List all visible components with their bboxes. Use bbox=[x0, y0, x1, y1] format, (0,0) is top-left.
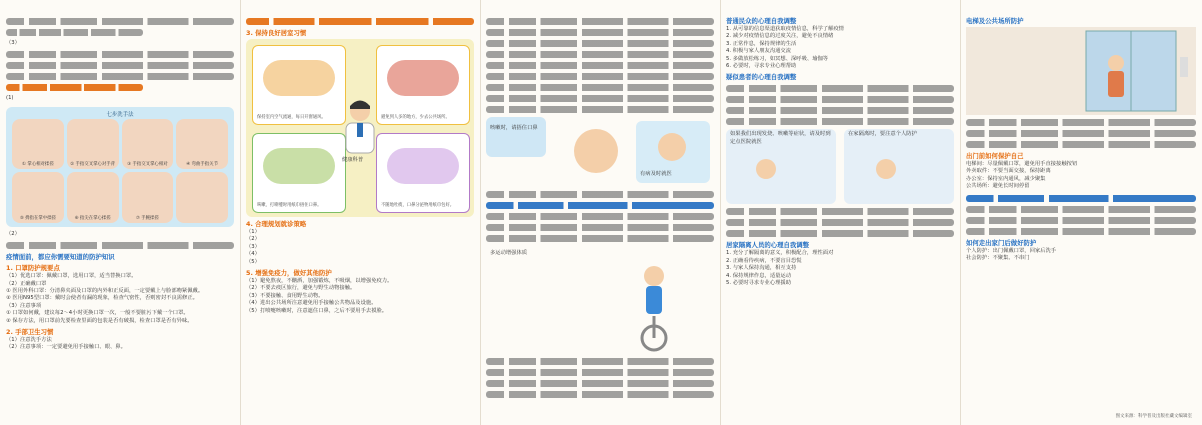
habit-card bbox=[252, 133, 346, 213]
tibetan-text-line bbox=[966, 217, 1196, 224]
section-heading: 疑似患者的心理自我调整 bbox=[726, 73, 797, 82]
section-heading: 电梯及公共场所防护 bbox=[966, 17, 1024, 25]
panel-3 bbox=[480, 0, 720, 425]
tibetan-text-line bbox=[726, 107, 954, 114]
list-item: 个人防护：出门佩戴口罩，回家后洗手 bbox=[966, 247, 1057, 254]
habit-card bbox=[376, 133, 470, 213]
exercise-caption: 多运动增强体质 bbox=[490, 250, 528, 256]
tibetan-subheading bbox=[6, 84, 143, 91]
tibetan-text-line bbox=[726, 85, 954, 92]
list-item: （2）正确戴口罩 bbox=[6, 280, 47, 287]
hand-step bbox=[176, 172, 228, 223]
hand-step: ③ 手指交叉掌心相对 bbox=[122, 119, 174, 170]
hand-step: ⑥ 指尖在掌心揉搓 bbox=[67, 172, 119, 223]
tibetan-text-line bbox=[486, 224, 714, 231]
tibetan-text-line bbox=[486, 213, 714, 220]
doctor-visit-caption: 有病及时就医 bbox=[640, 171, 672, 177]
tibetan-text-line bbox=[486, 369, 714, 376]
subsection-title: 4. 合理规划就诊策略 bbox=[246, 220, 307, 228]
list-item: 4. 积极与家人朋友沟通交流 bbox=[726, 48, 792, 55]
tibetan-text-line bbox=[726, 96, 954, 103]
list-item: 1. 从可靠的信息渠道获取疫情信息，科学了解疫情 bbox=[726, 26, 844, 32]
elevator-illustration bbox=[966, 27, 1196, 115]
tibetan-text-line bbox=[966, 228, 1196, 235]
tibetan-text-line bbox=[6, 51, 234, 58]
tibetan-text-line bbox=[966, 206, 1196, 213]
list-item: （4）进出公共场所注意避免用手接触公共物品及设施。 bbox=[246, 300, 377, 307]
tibetan-heading bbox=[486, 202, 714, 209]
item-label: (1) bbox=[6, 95, 14, 102]
tibetan-text-line bbox=[486, 51, 714, 58]
tibetan-text-line bbox=[966, 119, 1196, 126]
doctor-illustration bbox=[338, 97, 382, 157]
list-item: （3） bbox=[246, 243, 260, 250]
subsection-title: 5. 增强免疫力，做好其他防护 bbox=[246, 269, 332, 278]
list-item: （5）打喷嚏咳嗽时，注意遮住口鼻，之后不要用手去摸脸。 bbox=[246, 307, 388, 314]
list-item: 公共场所：避免长时间停留 bbox=[966, 183, 1030, 190]
list-item: （2）不要去疫区旅行，避免与野生动物接触。 bbox=[246, 285, 356, 292]
tibetan-text-line bbox=[966, 130, 1196, 137]
list-item: （3）注意事项 bbox=[6, 302, 42, 309]
hand-wash-illustration bbox=[6, 107, 234, 227]
tibetan-text-line bbox=[486, 380, 714, 387]
list-item: 1. 充分了解隔离的意义，积极配合，理性面对 bbox=[726, 250, 834, 257]
list-item: （3）不要接触、食用野生动物。 bbox=[246, 292, 324, 299]
list-item: 6. 必要时，寻求专业心理帮助 bbox=[726, 63, 797, 70]
habit-card-label: 保持室内空气流通，每日开窗通风。 bbox=[257, 115, 326, 121]
tibetan-text-line bbox=[726, 219, 954, 226]
habit-card-label: 避免到人多的地方，少去公共场所。 bbox=[381, 115, 450, 121]
tibetan-text-line bbox=[486, 84, 714, 91]
subsection-title: 1. 口罩防护规要点 bbox=[6, 264, 60, 273]
list-item: （1） bbox=[246, 229, 260, 235]
section-heading: 3. 保持良好居室习惯 bbox=[246, 29, 307, 37]
habit-card bbox=[376, 45, 470, 125]
group-people-icon bbox=[263, 148, 335, 184]
hand-step: ④ 弯曲手指关节 bbox=[176, 119, 228, 170]
list-item: 2. 正确看待疾病，不要盲目恐慌 bbox=[726, 257, 802, 264]
cough-caption: 咳嗽时，请捂住口鼻 bbox=[490, 125, 538, 131]
food-bowl-icon bbox=[263, 60, 335, 96]
list-item: 社会防护：不聚集、不串门 bbox=[966, 255, 1030, 262]
source-credit: 图文来源：科学普及出版社藏文编辑室 bbox=[1115, 414, 1192, 419]
section-heading: 居家隔离人员的心理自我调整 bbox=[726, 241, 810, 250]
list-item: （4） bbox=[246, 251, 260, 258]
tibetan-text-line bbox=[486, 191, 714, 198]
tibetan-text-line bbox=[726, 230, 954, 237]
list-item: 2. 减少对疫情信息的过度关注，避免不良情绪 bbox=[726, 33, 834, 40]
panel-2 bbox=[240, 0, 480, 425]
list-item: 3. 与家人保持沟通，相互支持 bbox=[726, 265, 797, 272]
tibetan-text-line bbox=[6, 18, 234, 25]
tibetan-heading bbox=[966, 195, 1196, 202]
doctor-label: 健康科普 bbox=[342, 157, 364, 163]
item-label: （2） bbox=[6, 230, 20, 237]
isolation-scene-illustration bbox=[726, 129, 954, 204]
section-heading: 如何走出家门后做好防护 bbox=[966, 238, 1037, 247]
tibetan-text-line bbox=[726, 118, 954, 125]
list-item: 5. 多做放松练习，如冥想、深呼吸、瑜伽等 bbox=[726, 55, 829, 62]
panel-5 bbox=[960, 0, 1202, 425]
list-item: ② 医用N95型口罩：戴时会使者有漏的现象，检查气密性，否则密封不良需修正。 bbox=[6, 295, 198, 302]
tibetan-text-line bbox=[726, 208, 954, 215]
tibetan-text-line bbox=[6, 29, 143, 36]
person-coughing-icon bbox=[387, 148, 459, 184]
tibetan-text-line bbox=[6, 62, 234, 69]
tibetan-text-line bbox=[486, 391, 714, 398]
tibetan-text-line bbox=[486, 62, 714, 69]
tibetan-text-line bbox=[486, 73, 714, 80]
tibetan-text-line bbox=[486, 95, 714, 102]
habit-card-label: 不随地吐痰，口鼻分泌物用纸巾包好。 bbox=[381, 203, 455, 209]
scene-left-caption: 如果我们出现发烧、咳嗽等症状，请及时到定点医院就医 bbox=[730, 131, 831, 145]
list-item: ② 保存方法，用口罩前先要检查里面的包装是否有破损，检查口罩是否有异味。 bbox=[6, 317, 193, 324]
hand-step: ⑤ 拇指在掌中揉搓 bbox=[12, 172, 64, 223]
list-item: ① 口罩如何戴，建议每2～4小时更换口罩一次，一般不要脏污下戴一个口罩。 bbox=[6, 310, 189, 317]
list-item: （1）注意洗手方法 bbox=[6, 337, 52, 344]
tibetan-text-line bbox=[486, 29, 714, 36]
panel-4 bbox=[720, 0, 960, 425]
tibetan-text-line bbox=[486, 18, 714, 25]
tibetan-text-line bbox=[486, 40, 714, 47]
tibetan-text-line bbox=[486, 106, 714, 113]
exercise-bike-illustration bbox=[486, 246, 714, 354]
hand-wash-title: 七步洗手法 bbox=[106, 111, 134, 118]
list-item: 3. 正常作息，保持规律的生活 bbox=[726, 40, 797, 47]
list-item: 外卖取件：不要当面交接，保持距离 bbox=[966, 168, 1051, 175]
habits-illustration bbox=[246, 39, 474, 217]
tibetan-text-line bbox=[966, 141, 1196, 148]
list-item: 电梯间：尽量佩戴口罩，避免用手直接接触按钮 bbox=[966, 161, 1078, 167]
subsection-title: 2. 手部卫生习惯 bbox=[6, 328, 54, 337]
list-item: 5. 必要时寻求专业心理援助 bbox=[726, 280, 792, 287]
tibetan-text-line bbox=[486, 235, 714, 242]
tibetan-text-line bbox=[486, 358, 714, 365]
food-plate-icon bbox=[387, 60, 459, 96]
item-label: （3） bbox=[6, 40, 20, 46]
habit-card-label: 咳嗽、打喷嚏时用纸巾捂住口鼻。 bbox=[257, 203, 322, 209]
list-item: （1）优选口罩：佩戴口罩，选用口罩，适当替换口罩。 bbox=[6, 273, 137, 280]
tibetan-text-line bbox=[6, 242, 234, 249]
scene-right-caption: 在家隔离时，要注意个人防护 bbox=[848, 131, 917, 138]
hand-step: ① 掌心相对揉搓 bbox=[12, 119, 64, 170]
list-item: 4. 保持规律作息，适量运动 bbox=[726, 272, 792, 279]
list-item: （2）注意事项：一定要避免用手接触口、眼、鼻。 bbox=[6, 344, 126, 351]
tibetan-text-line bbox=[6, 73, 234, 80]
hand-step: ⑦ 手腕揉搓 bbox=[122, 172, 174, 223]
section-heading: 出门前如何保护自己 bbox=[966, 152, 1024, 160]
list-item: （2） bbox=[246, 236, 260, 243]
tibetan-heading bbox=[246, 18, 474, 25]
list-item: ① 医用外科口罩：分清鼻夹面及口罩的内外和正反面，一定要戴上与脸部吻紧佩戴。 bbox=[6, 288, 204, 295]
section-heading: 普通民众的心理自我调整 bbox=[726, 17, 797, 25]
habit-card bbox=[252, 45, 346, 125]
coughing-illustration bbox=[486, 117, 714, 187]
panel-1 bbox=[0, 0, 240, 425]
hand-step: ② 手指交叉掌心对手背 bbox=[67, 119, 119, 170]
list-item: （1）避免熬夜，不酗酒，加强锻炼，不吸烟，以增强免疫力。 bbox=[246, 278, 393, 285]
list-item: （5） bbox=[246, 258, 260, 265]
section-title: 疫情面前，都应你需要知道的防护知识 bbox=[6, 253, 115, 262]
list-item: 办公室：保持室内通风，减少聚集 bbox=[966, 175, 1046, 182]
